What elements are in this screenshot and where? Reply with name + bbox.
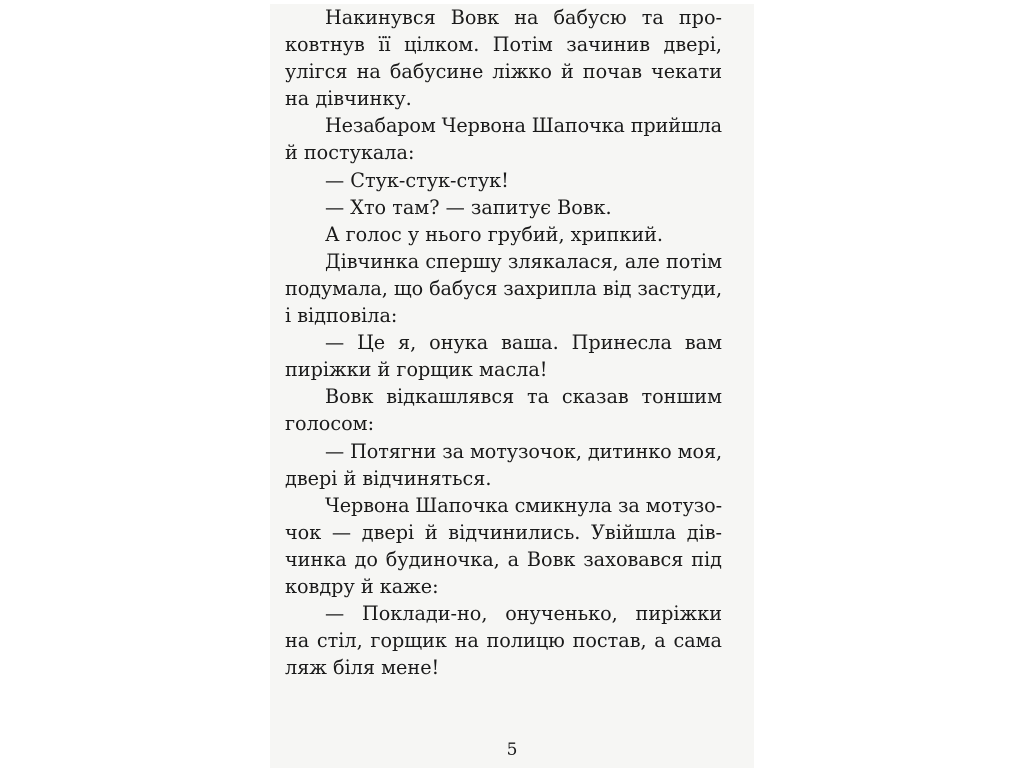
text-line: — Це я, онука ваша. Принесла вам xyxy=(325,331,722,355)
text-line: Дівчинка спершу злякалася, але потім xyxy=(325,249,722,273)
text-line: на стіл, горщик на полицю постав, а сама xyxy=(285,629,722,653)
text-line: ляж біля мене! xyxy=(285,656,440,680)
text-line: — Стук-стук-стук! xyxy=(325,168,509,192)
text-line: двері й відчиняться. xyxy=(285,466,492,490)
text-line: Незабаром Червона Шапочка прийшла xyxy=(325,114,722,138)
text-line: улігся на бабусине ліжко й почав чекати xyxy=(285,60,722,84)
text-line: й постукала: xyxy=(285,141,415,165)
page-text xyxy=(285,4,722,681)
text-line: чинка до будиночка, а Вовк заховався під xyxy=(285,547,722,571)
text-line: ковтнув її цілком. Потім зачинив двері, xyxy=(285,33,722,57)
text-line: Накинувся Вовк на бабусю та про- xyxy=(325,6,722,29)
text-line: — Хто там? — запитує Вовк. xyxy=(325,195,612,219)
page-number: 5 xyxy=(506,740,518,760)
text-line: і відповіла: xyxy=(285,304,398,328)
text-line: ковдру й каже: xyxy=(285,574,439,598)
text-line: Вовк відкашлявся та сказав тоншим xyxy=(325,385,722,409)
text-line: Червона Шапочка смикнула за мотузо- xyxy=(325,493,722,517)
text-line: чок — двері й відчинились. Увійшла дів- xyxy=(285,520,722,544)
text-line: — Потягни за мотузочок, дитинко моя, xyxy=(325,439,722,463)
text-line: подумала, що бабуся захрипла від застуди, xyxy=(285,276,722,300)
text-line: на дівчинку. xyxy=(285,87,412,111)
text-line: голосом: xyxy=(285,412,375,436)
text-line: А голос у нього грубий, хрипкий. xyxy=(325,222,664,246)
text-line: — Поклади-но, онученько, пиріжки xyxy=(325,602,722,626)
text-line: пиріжки й горщик масла! xyxy=(285,358,548,382)
book-page xyxy=(270,4,754,768)
